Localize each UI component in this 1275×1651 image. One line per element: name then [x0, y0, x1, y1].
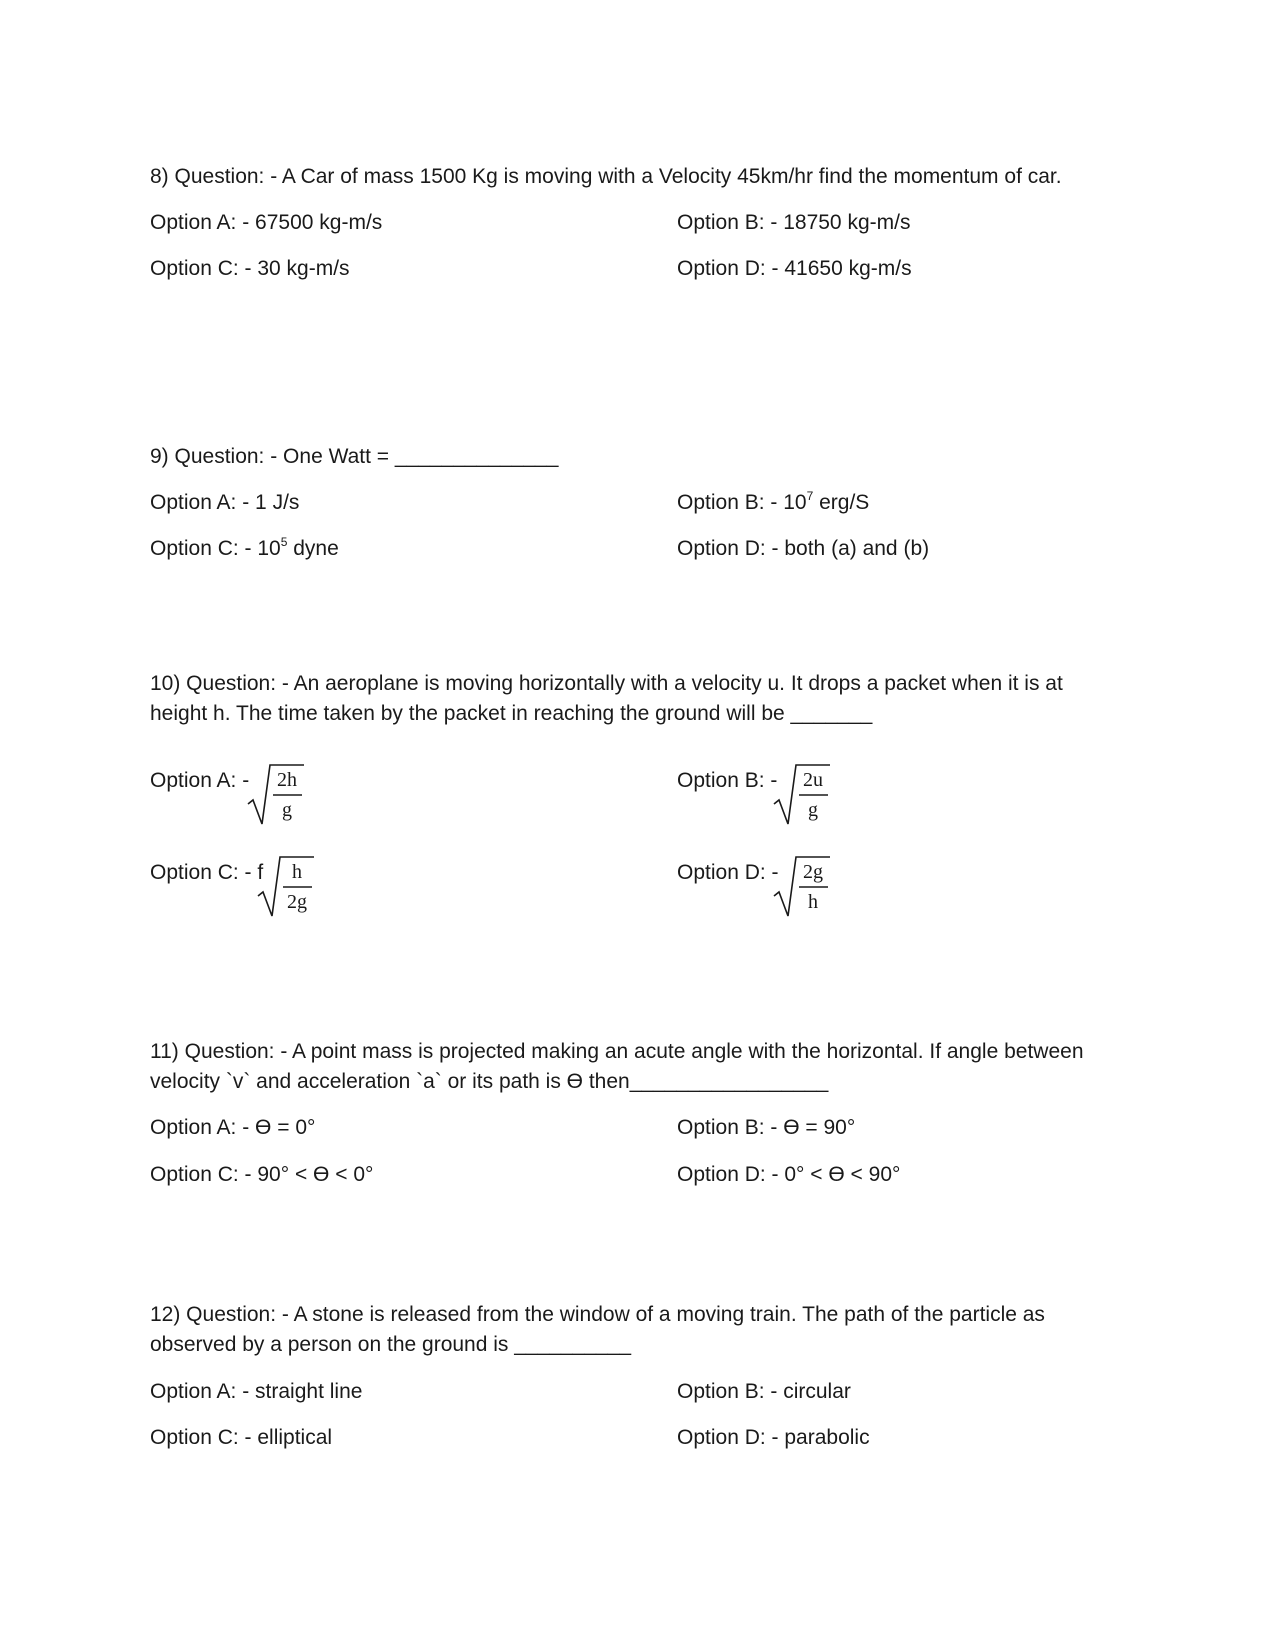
q9-option-c-text: Option C: - 10: [150, 537, 281, 560]
q9-option-b-text: Option B: - 10: [677, 491, 807, 514]
q10-option-c-denominator: 2g: [287, 891, 307, 913]
q9-option-c-unit: dyne: [287, 537, 339, 560]
q10-option-a-radical: [246, 762, 306, 826]
question-12-line-1: 12) Question: - A stone is released from the window of a moving train. The path of the particle as: [150, 1303, 1045, 1326]
q10-option-c-radical: [256, 854, 316, 918]
q10-option-d-radical: [772, 854, 832, 918]
q9-option-c: [150, 535, 339, 560]
question-12-line-2: observed by a person on the ground is __________: [150, 1333, 632, 1356]
q9-option-b-unit: erg/S: [813, 491, 870, 514]
q8-option-b: Option B: - 18750 kg-m/s: [677, 211, 911, 234]
q10-option-a-denominator: g: [282, 799, 292, 821]
q8-option-d: Option D: - 41650 kg-m/s: [677, 257, 912, 280]
q11-option-b: Option B: - ϴ = 90°: [677, 1116, 856, 1139]
q12-option-a: Option A: - straight line: [150, 1380, 363, 1403]
q11-option-d: Option D: - 0° < ϴ < 90°: [677, 1163, 901, 1186]
q12-option-b: Option B: - circular: [677, 1380, 851, 1403]
q10-option-b-numerator: 2u: [803, 769, 823, 791]
question-11-line-2: velocity `v` and acceleration `a` or its path is ϴ then_________________: [150, 1070, 829, 1093]
question-8-text: 8) Question: - A Car of mass 1500 Kg is moving with a Velocity 45km/hr find the momentum of car.: [150, 165, 1062, 188]
q12-option-d: Option D: - parabolic: [677, 1426, 870, 1449]
q10-option-b-label: Option B: -: [677, 769, 778, 792]
q8-option-c: Option C: - 30 kg-m/s: [150, 257, 350, 280]
question-9-text: 9) Question: - One Watt = ______________: [150, 445, 559, 468]
q9-option-a: Option A: - 1 J/s: [150, 491, 300, 514]
q9-option-b-exponent: 7: [806, 489, 814, 503]
q10-option-a-label: Option A: -: [150, 769, 250, 792]
q12-option-c: Option C: - elliptical: [150, 1426, 333, 1449]
q9-option-c-exponent: 5: [280, 535, 288, 549]
q8-option-a: Option A: - 67500 kg-m/s: [150, 211, 383, 234]
question-10-line-2: height h. The time taken by the packet in reaching the ground will be _______: [150, 702, 873, 725]
q10-option-d-numerator: 2g: [803, 861, 823, 883]
q11-option-c: Option C: - 90° < ϴ < 0°: [150, 1163, 374, 1186]
q9-option-d: Option D: - both (a) and (b): [677, 537, 930, 560]
question-10-line-1: 10) Question: - An aeroplane is moving horizontally with a velocity u. It drops a packet when it is at: [150, 672, 1063, 695]
q10-option-d-label: Option D: -: [677, 861, 779, 884]
q10-option-c-label: Option C: - f: [150, 861, 264, 884]
q10-option-d-denominator: h: [808, 891, 818, 913]
question-11-line-1: 11) Question: - A point mass is projected making an acute angle with the horizontal. If angle between: [150, 1040, 1084, 1063]
q10-option-c-numerator: h: [292, 861, 302, 883]
q10-option-b-radical: [772, 762, 832, 826]
q9-option-b: [677, 489, 870, 514]
q10-option-b-denominator: g: [808, 799, 818, 821]
q11-option-a: Option A: - ϴ = 0°: [150, 1116, 316, 1139]
q10-option-a-numerator: 2h: [277, 769, 297, 791]
